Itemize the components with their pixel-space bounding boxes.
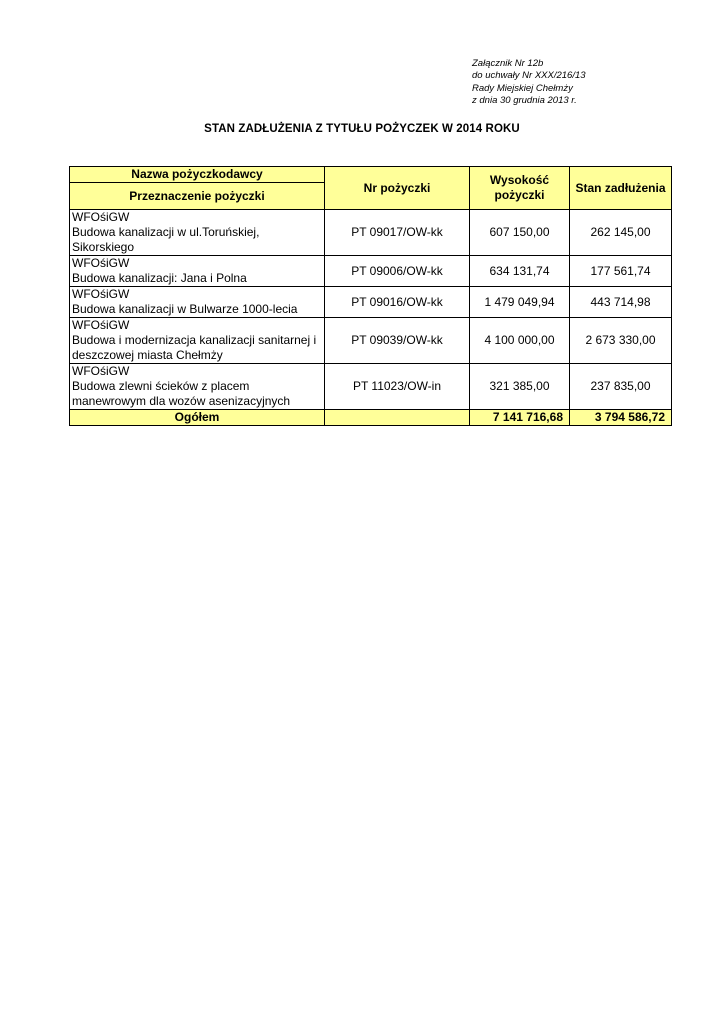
total-row <box>70 410 672 426</box>
annex-line-1: Załącznik Nr 12b <box>472 58 544 69</box>
annex-line-4: z dnia 30 grudnia 2013 r. <box>472 94 577 106</box>
header-purpose: Przeznaczenie pożyczki <box>70 183 325 210</box>
annex-line-3: Rady Miejskiej Chełmży <box>472 82 573 94</box>
row-lender: WFOśiGW <box>72 210 130 224</box>
header-loan-number: Nr pożyczki <box>325 167 470 210</box>
total-loan-amount: 7 141 716,68 <box>470 410 570 426</box>
row-purpose: Budowa i modernizacja kanalizacji sanitarnej i deszczowej miasta Chełmży <box>72 333 317 362</box>
row-purpose: Budowa zlewni ścieków z placem manewrowym dla wozów asenizacyjnych <box>72 379 291 408</box>
row-lender: WFOśiGW <box>72 287 130 301</box>
row-lender-purpose <box>70 287 325 318</box>
row-debt: 2 673 330,00 <box>570 318 672 364</box>
row-loan-number: PT 09006/OW-kk <box>325 256 470 287</box>
row-debt: 443 714,98 <box>570 287 672 318</box>
row-loan-amount: 4 100 000,00 <box>470 318 570 364</box>
table-row <box>70 318 672 364</box>
row-lender: WFOśiGW <box>72 318 130 332</box>
row-loan-number: PT 09017/OW-kk <box>325 210 470 256</box>
row-loan-number: PT 09016/OW-kk <box>325 287 470 318</box>
row-loan-amount: 1 479 049,94 <box>470 287 570 318</box>
row-lender-purpose <box>70 364 325 410</box>
annex-line-2: do uchwały Nr XXX/216/13 <box>472 70 586 82</box>
row-loan-number: PT 09039/OW-kk <box>325 318 470 364</box>
row-debt: 262 145,00 <box>570 210 672 256</box>
row-purpose: Budowa kanalizacji w ul.Toruńskiej, Sikorskiego <box>72 225 260 254</box>
row-debt: 237 835,00 <box>570 364 672 410</box>
total-debt: 3 794 586,72 <box>570 410 672 426</box>
header-debt: Stan zadłużenia <box>570 167 672 210</box>
row-purpose: Budowa kanalizacji: Jana i Polna <box>72 271 247 285</box>
row-lender-purpose <box>70 210 325 256</box>
table-row <box>70 256 672 287</box>
header-loan-amount: Wysokość pożyczki <box>470 167 570 210</box>
row-loan-amount: 634 131,74 <box>470 256 570 287</box>
loans-table <box>69 166 672 426</box>
table-header-row <box>70 167 672 183</box>
row-loan-amount: 321 385,00 <box>470 364 570 410</box>
document-title: STAN ZADŁUŻENIA Z TYTUŁU POŻYCZEK W 2014 ROKU <box>204 123 520 135</box>
row-debt: 177 561,74 <box>570 256 672 287</box>
annex-note <box>472 58 586 107</box>
row-lender: WFOśiGW <box>72 364 130 378</box>
header-lender: Nazwa pożyczkodawcy <box>70 167 325 183</box>
row-loan-number: PT 11023/OW-in <box>325 364 470 410</box>
total-label: Ogółem <box>70 410 325 426</box>
total-empty-cell <box>325 410 470 426</box>
table-row <box>70 287 672 318</box>
row-lender: WFOśiGW <box>72 256 130 270</box>
table-row <box>70 210 672 256</box>
table-row <box>70 364 672 410</box>
row-loan-amount: 607 150,00 <box>470 210 570 256</box>
row-lender-purpose <box>70 256 325 287</box>
row-lender-purpose <box>70 318 325 364</box>
row-purpose: Budowa kanalizacji w Bulwarze 1000-lecia <box>72 302 298 316</box>
